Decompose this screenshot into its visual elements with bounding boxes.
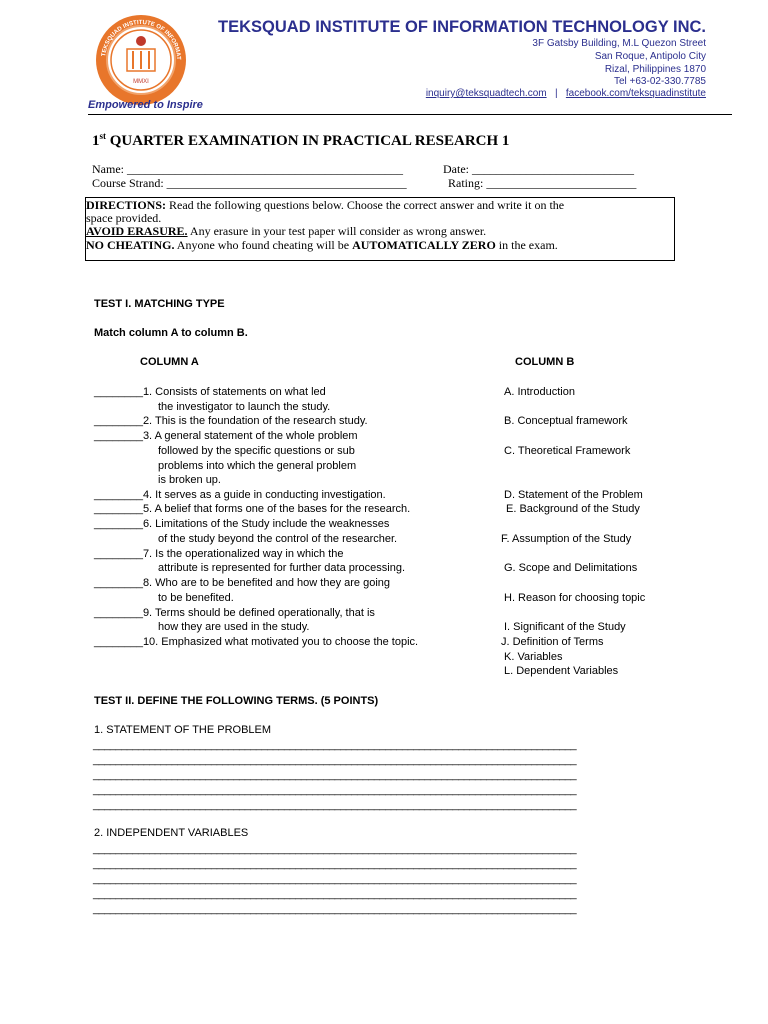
question-3-cont-3: is broken up. [158, 474, 221, 486]
choice-i: I. Significant of the Study [504, 621, 626, 633]
question-6-cont: of the study beyond the control of the researcher. [158, 533, 398, 545]
test2-question-1: 1. STATEMENT OF THE PROBLEM [94, 724, 272, 736]
date-label: Date: [443, 162, 469, 176]
choice-h: H. Reason for choosing topic [504, 592, 646, 604]
question-7: ________7. Is the operationalized way in which the [94, 548, 344, 560]
telephone: Tel +63-02-330.7785 [613, 76, 706, 87]
answer-line[interactable]: ______________________________________________________________________________________ [93, 799, 577, 811]
address-line-3: Rizal, Philippines 1870 [604, 64, 706, 75]
question-1-cont: the investigator to launch the study. [158, 401, 331, 413]
tagline: Empowered to Inspire [88, 99, 203, 111]
name-field[interactable] [92, 162, 403, 177]
answer-line[interactable]: ______________________________________________________________________________________ [93, 754, 577, 766]
answer-line[interactable]: ______________________________________________________________________________________ [93, 903, 577, 915]
choice-a: A. Introduction [504, 386, 575, 398]
logo-year: MMXI [133, 79, 149, 85]
name-blank[interactable]: ______________________________________________ [127, 162, 403, 176]
directions-box [85, 197, 675, 261]
course-strand-label: Course Strand: [92, 176, 164, 190]
answer-line[interactable]: ______________________________________________________________________________________ [93, 888, 577, 900]
cheating-line [86, 238, 558, 253]
rating-field[interactable] [448, 176, 636, 191]
institution-logo [94, 13, 188, 107]
question-7-cont: attribute is represented for further data processing. [158, 562, 406, 574]
question-1: ________1. Consists of statements on what led [94, 386, 326, 398]
address-line-1: 3F Gatsby Building, M.L Quezon Street [532, 38, 706, 49]
directions-text-cont: space provided. [86, 211, 162, 225]
exam-title [92, 131, 509, 150]
erasure-text: Any erasure in your test paper will consider as wrong answer. [187, 224, 487, 238]
answer-line[interactable]: ______________________________________________________________________________________ [93, 784, 577, 796]
choice-f: F. Assumption of the Study [501, 533, 632, 545]
rating-label: Rating: [448, 176, 484, 190]
question-2: ________2. This is the foundation of the research study. [94, 415, 368, 427]
title-text: QUARTER EXAMINATION IN PRACTICAL RESEARCH 1 [106, 133, 510, 149]
email-link[interactable]: inquiry@teksquadtech.com [425, 88, 547, 99]
question-3-cont-2: problems into which the general problem [158, 460, 357, 472]
institution-name: TEKSQUAD INSTITUTE OF INFORMATION TECHNOLOGY INC. [218, 18, 706, 36]
test1-instruction: Match column A to column B. [94, 327, 248, 339]
choice-c: C. Theoretical Framework [504, 445, 631, 457]
cheating-emphasis: AUTOMATICALLY ZERO [352, 238, 496, 252]
rating-blank[interactable]: _________________________ [486, 176, 637, 190]
choice-j: J. Definition of Terms [501, 636, 604, 648]
date-field[interactable] [443, 162, 634, 177]
directions-label: DIRECTIONS: [86, 198, 167, 212]
erasure-label: AVOID ERASURE. [86, 224, 188, 238]
course-strand-blank[interactable]: ________________________________________ [166, 176, 407, 190]
contact-links [426, 88, 706, 99]
cheating-text: Anyone who found cheating will be [174, 238, 353, 252]
choice-d: D. Statement of the Problem [504, 489, 643, 501]
column-b-header: COLUMN B [515, 356, 575, 368]
question-10: ________10. Emphasized what motivated you to choose the topic. [94, 636, 419, 648]
question-3: ________3. A general statement of the whole problem [94, 430, 358, 442]
cheating-end: in the exam. [495, 238, 558, 252]
name-label: Name: [92, 162, 124, 176]
question-3-cont-1: followed by the specific questions or sub [158, 445, 355, 457]
title-number: 1 [92, 133, 100, 149]
choice-l: L. Dependent Variables [504, 665, 619, 677]
date-blank[interactable]: ___________________________ [472, 162, 634, 176]
answer-line[interactable]: ______________________________________________________________________________________ [93, 769, 577, 781]
course-strand-field[interactable] [92, 176, 407, 191]
erasure-line [86, 224, 486, 239]
facebook-link[interactable]: facebook.com/teksquadinstitute [565, 88, 706, 99]
question-8-cont: to be benefited. [158, 592, 234, 604]
question-6: ________6. Limitations of the Study include the weaknesses [94, 518, 390, 530]
answer-line[interactable]: ______________________________________________________________________________________ [93, 843, 577, 855]
cheating-label: NO CHEATING. [86, 238, 175, 252]
choice-g: G. Scope and Delimitations [504, 562, 638, 574]
header-divider [88, 114, 732, 115]
directions-text: Read the following questions below. Choose the correct answer and write it on the [166, 198, 565, 212]
test1-title: TEST I. MATCHING TYPE [94, 298, 225, 310]
choice-b: B. Conceptual framework [504, 415, 628, 427]
question-4: ________4. It serves as a guide in conducting investigation. [94, 489, 386, 501]
logo-seal-text: TEKSQUAD INSTITUTE OF INFORMAT [101, 19, 182, 61]
choice-k: K. Variables [504, 651, 563, 663]
question-5: ________5. A belief that forms one of the bases for the research. [94, 503, 411, 515]
title-ordinal: st [99, 131, 106, 141]
link-separator: | [554, 88, 558, 99]
test2-title: TEST II. DEFINE THE FOLLOWING TERMS. (5 POINTS) [94, 695, 379, 707]
question-9-cont: how they are used in the study. [158, 621, 310, 633]
question-9: ________9. Terms should be defined operationally, that is [94, 607, 375, 619]
choice-e: E. Background of the Study [506, 503, 640, 515]
answer-line[interactable]: ______________________________________________________________________________________ [93, 873, 577, 885]
answer-line[interactable]: ______________________________________________________________________________________ [93, 858, 577, 870]
question-8: ________8. Who are to be benefited and how they are going [94, 577, 391, 589]
address-line-2: San Roque, Antipolo City [594, 51, 706, 62]
answer-line[interactable]: ______________________________________________________________________________________ [93, 739, 577, 751]
test2-question-2: 2. INDEPENDENT VARIABLES [94, 827, 249, 839]
column-a-header: COLUMN A [140, 356, 199, 368]
